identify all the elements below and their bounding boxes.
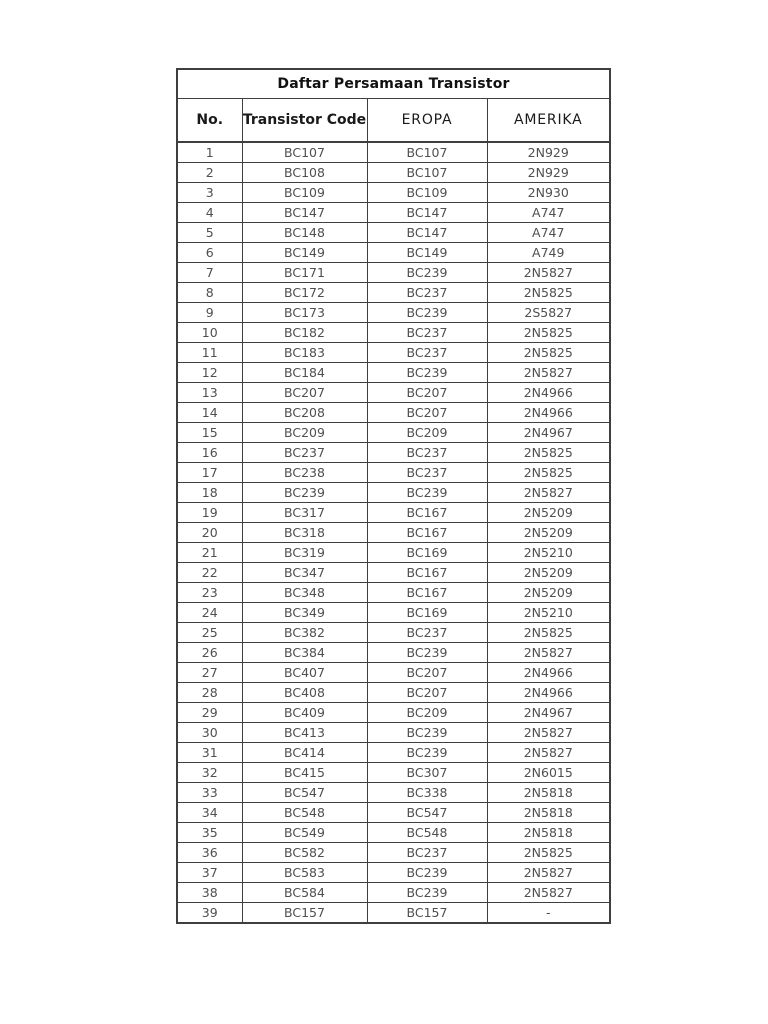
value-cell: 2N929 xyxy=(487,163,610,183)
row-number-cell: 22 xyxy=(177,563,242,583)
value-cell: BC209 xyxy=(367,703,487,723)
table-row xyxy=(177,443,610,463)
table-row xyxy=(177,583,610,603)
value-cell: BC207 xyxy=(367,683,487,703)
value-cell: BC147 xyxy=(242,203,367,223)
value-cell: BC167 xyxy=(367,563,487,583)
row-number-cell: 36 xyxy=(177,843,242,863)
value-cell: 2N4967 xyxy=(487,703,610,723)
row-number-cell: 12 xyxy=(177,363,242,383)
row-number-cell: 32 xyxy=(177,763,242,783)
value-cell: BC239 xyxy=(367,863,487,883)
value-cell: 2N5210 xyxy=(487,543,610,563)
value-cell: BC349 xyxy=(242,603,367,623)
value-cell: 2N4967 xyxy=(487,423,610,443)
value-cell: BC547 xyxy=(367,803,487,823)
row-number-cell: 33 xyxy=(177,783,242,803)
table-row xyxy=(177,283,610,303)
value-cell: BC348 xyxy=(242,583,367,603)
value-cell: 2N930 xyxy=(487,183,610,203)
row-number-cell: 35 xyxy=(177,823,242,843)
row-number-cell: 3 xyxy=(177,183,242,203)
value-cell: 2N5818 xyxy=(487,803,610,823)
value-cell: BC338 xyxy=(367,783,487,803)
value-cell: BC157 xyxy=(367,903,487,924)
value-cell: 2N5825 xyxy=(487,283,610,303)
value-cell: BC148 xyxy=(242,223,367,243)
row-number-cell: 21 xyxy=(177,543,242,563)
value-cell: 2N5210 xyxy=(487,603,610,623)
table-row xyxy=(177,263,610,283)
row-number-cell: 13 xyxy=(177,383,242,403)
table-row xyxy=(177,903,610,924)
row-number-cell: 19 xyxy=(177,503,242,523)
table-row xyxy=(177,223,610,243)
value-cell: BC108 xyxy=(242,163,367,183)
value-cell: BC207 xyxy=(242,383,367,403)
table-row xyxy=(177,823,610,843)
value-cell: 2N5818 xyxy=(487,823,610,843)
value-cell: 2N5825 xyxy=(487,843,610,863)
value-cell: BC237 xyxy=(367,623,487,643)
row-number-cell: 14 xyxy=(177,403,242,423)
value-cell: 2N5827 xyxy=(487,723,610,743)
value-cell: BC384 xyxy=(242,643,367,663)
value-cell: BC173 xyxy=(242,303,367,323)
column-header-row xyxy=(177,99,610,143)
table-row xyxy=(177,463,610,483)
row-number-cell: 30 xyxy=(177,723,242,743)
value-cell: BC549 xyxy=(242,823,367,843)
value-cell: 2N5825 xyxy=(487,623,610,643)
row-number-cell: 9 xyxy=(177,303,242,323)
table-row xyxy=(177,863,610,883)
value-cell: BC109 xyxy=(242,183,367,203)
value-cell: BC237 xyxy=(242,443,367,463)
table-row xyxy=(177,603,610,623)
value-cell: BC237 xyxy=(367,463,487,483)
table-row xyxy=(177,663,610,683)
table-row xyxy=(177,723,610,743)
row-number-cell: 5 xyxy=(177,223,242,243)
value-cell: A749 xyxy=(487,243,610,263)
value-cell: BC547 xyxy=(242,783,367,803)
value-cell: 2N929 xyxy=(487,142,610,163)
value-cell: BC548 xyxy=(242,803,367,823)
value-cell: 2N5209 xyxy=(487,523,610,543)
table-title-row xyxy=(177,69,610,99)
value-cell: A747 xyxy=(487,203,610,223)
value-cell: 2N4966 xyxy=(487,403,610,423)
value-cell: 2N6015 xyxy=(487,763,610,783)
table-row xyxy=(177,343,610,363)
table-row xyxy=(177,243,610,263)
table-title: Daftar Persamaan Transistor xyxy=(177,69,610,99)
value-cell: BC319 xyxy=(242,543,367,563)
column-header: Transistor Code xyxy=(242,99,367,143)
table-row xyxy=(177,503,610,523)
row-number-cell: 20 xyxy=(177,523,242,543)
value-cell: BC408 xyxy=(242,683,367,703)
value-cell: BC318 xyxy=(242,523,367,543)
value-cell: 2N5827 xyxy=(487,743,610,763)
row-number-cell: 15 xyxy=(177,423,242,443)
value-cell: BC237 xyxy=(367,343,487,363)
table-row xyxy=(177,363,610,383)
value-cell: BC407 xyxy=(242,663,367,683)
value-cell: BC167 xyxy=(367,503,487,523)
table-row xyxy=(177,843,610,863)
value-cell: A747 xyxy=(487,223,610,243)
value-cell: BC107 xyxy=(367,163,487,183)
value-cell: - xyxy=(487,903,610,924)
row-number-cell: 31 xyxy=(177,743,242,763)
value-cell: BC237 xyxy=(367,323,487,343)
row-number-cell: 10 xyxy=(177,323,242,343)
value-cell: BC239 xyxy=(367,483,487,503)
value-cell: BC307 xyxy=(367,763,487,783)
row-number-cell: 23 xyxy=(177,583,242,603)
row-number-cell: 17 xyxy=(177,463,242,483)
row-number-cell: 11 xyxy=(177,343,242,363)
value-cell: BC239 xyxy=(367,263,487,283)
value-cell: 2N5209 xyxy=(487,503,610,523)
value-cell: BC182 xyxy=(242,323,367,343)
row-number-cell: 34 xyxy=(177,803,242,823)
value-cell: BC208 xyxy=(242,403,367,423)
value-cell: BC167 xyxy=(367,583,487,603)
row-number-cell: 18 xyxy=(177,483,242,503)
table-row xyxy=(177,423,610,443)
value-cell: BC239 xyxy=(242,483,367,503)
value-cell: BC209 xyxy=(367,423,487,443)
value-cell: BC414 xyxy=(242,743,367,763)
column-header: EROPA xyxy=(367,99,487,143)
table-row xyxy=(177,203,610,223)
value-cell: BC184 xyxy=(242,363,367,383)
value-cell: BC415 xyxy=(242,763,367,783)
value-cell: BC169 xyxy=(367,603,487,623)
value-cell: BC583 xyxy=(242,863,367,883)
value-cell: BC109 xyxy=(367,183,487,203)
value-cell: 2S5827 xyxy=(487,303,610,323)
table-row xyxy=(177,383,610,403)
value-cell: BC237 xyxy=(367,843,487,863)
table-row xyxy=(177,783,610,803)
table-row xyxy=(177,803,610,823)
table-row xyxy=(177,883,610,903)
table-row xyxy=(177,563,610,583)
value-cell: BC239 xyxy=(367,723,487,743)
table-row xyxy=(177,403,610,423)
table-row xyxy=(177,683,610,703)
row-number-cell: 7 xyxy=(177,263,242,283)
value-cell: BC107 xyxy=(242,142,367,163)
row-number-cell: 2 xyxy=(177,163,242,183)
value-cell: BC147 xyxy=(367,223,487,243)
value-cell: 2N5827 xyxy=(487,363,610,383)
value-cell: BC207 xyxy=(367,403,487,423)
value-cell: 2N5209 xyxy=(487,563,610,583)
value-cell: BC107 xyxy=(367,142,487,163)
table-row xyxy=(177,523,610,543)
value-cell: BC548 xyxy=(367,823,487,843)
row-number-cell: 38 xyxy=(177,883,242,903)
value-cell: BC239 xyxy=(367,883,487,903)
value-cell: 2N4966 xyxy=(487,683,610,703)
value-cell: 2N5209 xyxy=(487,583,610,603)
table-row xyxy=(177,142,610,163)
value-cell: 2N5825 xyxy=(487,343,610,363)
value-cell: 2N4966 xyxy=(487,383,610,403)
column-header: No. xyxy=(177,99,242,143)
transistor-equivalence-table xyxy=(176,68,611,924)
table-row xyxy=(177,183,610,203)
value-cell: 2N5827 xyxy=(487,483,610,503)
value-cell: BC238 xyxy=(242,463,367,483)
table-body xyxy=(177,142,610,923)
value-cell: 2N4966 xyxy=(487,663,610,683)
table-row xyxy=(177,323,610,343)
value-cell: BC147 xyxy=(367,203,487,223)
table-row xyxy=(177,543,610,563)
value-cell: BC207 xyxy=(367,383,487,403)
row-number-cell: 25 xyxy=(177,623,242,643)
row-number-cell: 4 xyxy=(177,203,242,223)
value-cell: BC157 xyxy=(242,903,367,924)
value-cell: BC207 xyxy=(367,663,487,683)
value-cell: 2N5827 xyxy=(487,263,610,283)
value-cell: 2N5827 xyxy=(487,643,610,663)
value-cell: 2N5827 xyxy=(487,883,610,903)
value-cell: BC239 xyxy=(367,363,487,383)
value-cell: BC347 xyxy=(242,563,367,583)
table-row xyxy=(177,703,610,723)
row-number-cell: 8 xyxy=(177,283,242,303)
table-row xyxy=(177,483,610,503)
row-number-cell: 27 xyxy=(177,663,242,683)
value-cell: BC209 xyxy=(242,423,367,443)
value-cell: BC382 xyxy=(242,623,367,643)
row-number-cell: 28 xyxy=(177,683,242,703)
table-row xyxy=(177,623,610,643)
row-number-cell: 6 xyxy=(177,243,242,263)
row-number-cell: 1 xyxy=(177,142,242,163)
value-cell: BC149 xyxy=(242,243,367,263)
value-cell: BC149 xyxy=(367,243,487,263)
value-cell: BC239 xyxy=(367,643,487,663)
value-cell: BC409 xyxy=(242,703,367,723)
value-cell: 2N5825 xyxy=(487,443,610,463)
row-number-cell: 39 xyxy=(177,903,242,924)
value-cell: BC237 xyxy=(367,443,487,463)
column-header: AMERIKA xyxy=(487,99,610,143)
value-cell: BC237 xyxy=(367,283,487,303)
value-cell: BC584 xyxy=(242,883,367,903)
value-cell: 2N5825 xyxy=(487,323,610,343)
value-cell: BC171 xyxy=(242,263,367,283)
value-cell: BC239 xyxy=(367,303,487,323)
table-row xyxy=(177,163,610,183)
row-number-cell: 24 xyxy=(177,603,242,623)
value-cell: BC167 xyxy=(367,523,487,543)
value-cell: BC317 xyxy=(242,503,367,523)
table-row xyxy=(177,643,610,663)
value-cell: 2N5818 xyxy=(487,783,610,803)
value-cell: 2N5827 xyxy=(487,863,610,883)
value-cell: BC172 xyxy=(242,283,367,303)
row-number-cell: 26 xyxy=(177,643,242,663)
value-cell: BC183 xyxy=(242,343,367,363)
row-number-cell: 37 xyxy=(177,863,242,883)
value-cell: BC582 xyxy=(242,843,367,863)
table-row xyxy=(177,743,610,763)
value-cell: 2N5825 xyxy=(487,463,610,483)
value-cell: BC169 xyxy=(367,543,487,563)
table-row xyxy=(177,763,610,783)
row-number-cell: 29 xyxy=(177,703,242,723)
row-number-cell: 16 xyxy=(177,443,242,463)
value-cell: BC413 xyxy=(242,723,367,743)
value-cell: BC239 xyxy=(367,743,487,763)
table-row xyxy=(177,303,610,323)
